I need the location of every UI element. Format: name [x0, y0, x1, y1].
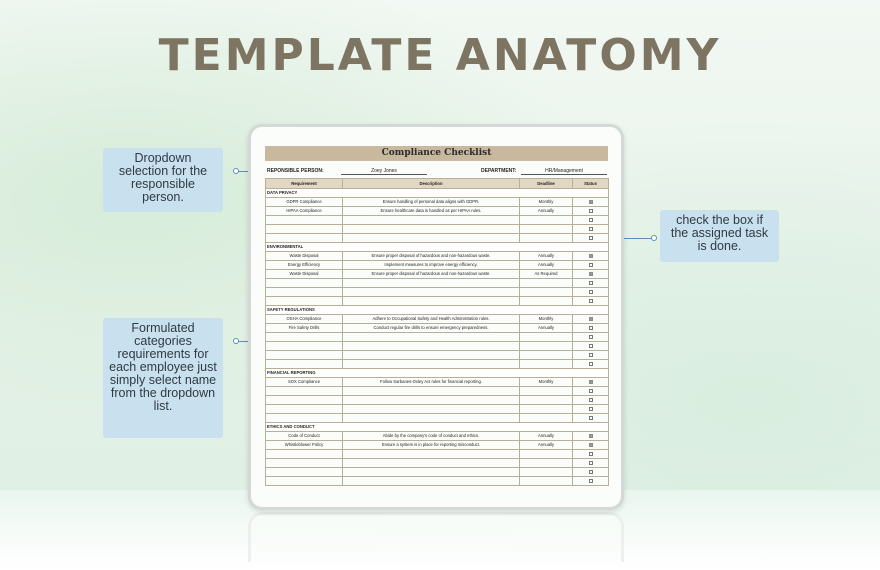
status-cell: [573, 207, 609, 216]
status-cell: [573, 351, 609, 360]
category-row: [266, 306, 609, 315]
deadline-cell[interactable]: [520, 468, 573, 477]
status-cell: [573, 324, 609, 333]
status-checkbox[interactable]: [589, 299, 593, 303]
status-cell: [573, 198, 609, 207]
requirement-cell[interactable]: [266, 468, 343, 477]
requirement-cell[interactable]: GDPR Compliance: [266, 198, 343, 207]
status-cell: [573, 315, 609, 324]
description-cell: [343, 450, 520, 459]
status-checkbox[interactable]: [589, 416, 593, 420]
table-row: [266, 450, 609, 459]
table-row: [266, 225, 609, 234]
description-cell: [343, 360, 520, 369]
table-row: [266, 405, 609, 414]
requirement-cell[interactable]: HIPAA Compliance: [266, 207, 343, 216]
table-row: [266, 288, 609, 297]
description-cell: Follow Sarbanes-Oxley Act rules for financial reporting.: [343, 378, 520, 387]
sheet-title: Compliance Checklist: [265, 146, 608, 161]
description-cell: [343, 225, 520, 234]
table-row: [266, 297, 609, 306]
category-label: SAFETY REGULATIONS: [266, 306, 609, 315]
category-row: [266, 423, 609, 432]
category-label: DATA PRIVACY: [266, 189, 609, 198]
deadline-cell[interactable]: Annually: [520, 261, 573, 270]
description-cell: Abide by the company's code of conduct and ethics.: [343, 432, 520, 441]
table-row: [266, 477, 609, 486]
deadline-cell[interactable]: Monthly: [520, 378, 573, 387]
status-cell: [573, 342, 609, 351]
status-cell: [573, 288, 609, 297]
deadline-cell[interactable]: [520, 351, 573, 360]
requirement-cell[interactable]: [266, 288, 343, 297]
requirement-cell[interactable]: OSHA Compliance: [266, 315, 343, 324]
requirement-cell[interactable]: Waste Disposal: [266, 270, 343, 279]
status-checkbox[interactable]: [589, 200, 593, 204]
table-row: [266, 270, 609, 279]
description-cell: Adhere to Occupational Safety and Health Administration rules.: [343, 315, 520, 324]
status-checkbox[interactable]: [589, 209, 593, 213]
department-label: DEPARTMENT:: [481, 168, 517, 174]
requirement-cell[interactable]: [266, 360, 343, 369]
requirement-cell[interactable]: Code of Conduct: [266, 432, 343, 441]
status-cell: [573, 378, 609, 387]
status-checkbox[interactable]: [589, 236, 593, 240]
description-cell: [343, 279, 520, 288]
description-cell: [343, 477, 520, 486]
deadline-cell[interactable]: [520, 225, 573, 234]
deadline-cell[interactable]: [520, 450, 573, 459]
table-row: [266, 216, 609, 225]
requirement-cell[interactable]: [266, 414, 343, 423]
description-cell: Implement measures to improve energy efficiency.: [343, 261, 520, 270]
status-cell: [573, 261, 609, 270]
requirement-cell[interactable]: [266, 450, 343, 459]
table-row: [266, 198, 609, 207]
status-checkbox[interactable]: [589, 389, 593, 393]
deadline-cell[interactable]: [520, 234, 573, 243]
requirement-cell[interactable]: [266, 477, 343, 486]
status-checkbox[interactable]: [589, 452, 593, 456]
table-row: [266, 252, 609, 261]
connector-dot: [651, 235, 657, 241]
requirement-cell[interactable]: Whistleblower Policy: [266, 441, 343, 450]
category-row: [266, 189, 609, 198]
category-label: ENVIRONMENTAL: [266, 243, 609, 252]
status-checkbox[interactable]: [589, 335, 593, 339]
header-description: Description: [343, 179, 520, 189]
status-cell: [573, 360, 609, 369]
deadline-cell[interactable]: [520, 459, 573, 468]
deadline-cell[interactable]: [520, 333, 573, 342]
requirement-cell[interactable]: [266, 216, 343, 225]
description-cell: [343, 468, 520, 477]
requirement-cell[interactable]: Energy Efficiency: [266, 261, 343, 270]
category-label: ETHICS AND CONDUCT: [266, 423, 609, 432]
table-row: [266, 459, 609, 468]
sheet-meta: [265, 161, 608, 178]
description-cell: [343, 414, 520, 423]
requirement-cell[interactable]: Fire Safety Drills: [266, 324, 343, 333]
table-row: [266, 279, 609, 288]
table-row: [266, 324, 609, 333]
status-checkbox[interactable]: [589, 479, 593, 483]
deadline-cell[interactable]: [520, 414, 573, 423]
deadline-cell[interactable]: Monthly: [520, 198, 573, 207]
description-cell: [343, 342, 520, 351]
description-cell: Conduct regular fire drills to ensure emergency preparedness.: [343, 324, 520, 333]
table-row: [266, 351, 609, 360]
deadline-cell[interactable]: Annually: [520, 324, 573, 333]
header-deadline: Deadline: [520, 179, 573, 189]
table-row: [266, 441, 609, 450]
status-cell: [573, 270, 609, 279]
table-row: [266, 261, 609, 270]
status-cell: [573, 252, 609, 261]
description-cell: Ensure handling of personal data aligns with GDPR.: [343, 198, 520, 207]
description-cell: [343, 216, 520, 225]
requirement-cell[interactable]: [266, 225, 343, 234]
description-cell: Ensure healthcare data is handled as per HIPAA rules.: [343, 207, 520, 216]
requirement-cell[interactable]: [266, 351, 343, 360]
table-row: [266, 396, 609, 405]
status-checkbox[interactable]: [589, 362, 593, 366]
status-cell: [573, 432, 609, 441]
department-value[interactable]: HR/Management: [521, 168, 607, 175]
status-cell: [573, 234, 609, 243]
requirement-cell[interactable]: [266, 459, 343, 468]
status-cell: [573, 468, 609, 477]
deadline-cell[interactable]: [520, 216, 573, 225]
callout-text: Formulated categories requirements for each employee just simply select name from the dropdown list.: [109, 321, 217, 413]
deadline-cell[interactable]: [520, 279, 573, 288]
table-row: [266, 333, 609, 342]
status-checkbox[interactable]: [589, 218, 593, 222]
header-status: Status: [573, 179, 609, 189]
description-cell: [343, 333, 520, 342]
requirement-cell[interactable]: Waste Disposal: [266, 252, 343, 261]
deadline-cell[interactable]: [520, 396, 573, 405]
deadline-cell[interactable]: Annually: [520, 441, 573, 450]
description-cell: Ensure a system is in place for reporting misconduct.: [343, 441, 520, 450]
deadline-cell[interactable]: [520, 288, 573, 297]
deadline-cell[interactable]: Annually: [520, 432, 573, 441]
table-row: [266, 378, 609, 387]
description-cell: Ensure proper disposal of hazardous and non-hazardous waste.: [343, 270, 520, 279]
status-checkbox[interactable]: [589, 272, 593, 276]
category-label: FINANCIAL REPORTING: [266, 369, 609, 378]
device-reflection: [248, 512, 624, 562]
callout-categories: [103, 318, 223, 438]
page-title: TEMPLATE ANATOMY: [158, 30, 722, 81]
status-cell: [573, 477, 609, 486]
status-cell: [573, 225, 609, 234]
status-checkbox[interactable]: [589, 290, 593, 294]
status-checkbox[interactable]: [589, 434, 593, 438]
callout-text: check the box if the assigned task is done.: [670, 213, 769, 253]
deadline-cell[interactable]: [520, 342, 573, 351]
status-cell: [573, 333, 609, 342]
deadline-cell[interactable]: As Required: [520, 270, 573, 279]
description-cell: [343, 351, 520, 360]
callout-checkbox: [660, 210, 779, 262]
deadline-cell[interactable]: Annually: [520, 207, 573, 216]
status-checkbox[interactable]: [589, 263, 593, 267]
status-checkbox[interactable]: [589, 227, 593, 231]
status-checkbox[interactable]: [589, 398, 593, 402]
table-row: [266, 207, 609, 216]
table-row: [266, 432, 609, 441]
status-checkbox[interactable]: [589, 380, 593, 384]
responsible-label: REPONSIBLE PERSON:: [267, 168, 324, 174]
description-cell: [343, 297, 520, 306]
table-header-row: [266, 179, 609, 189]
status-checkbox[interactable]: [589, 407, 593, 411]
requirement-cell[interactable]: [266, 234, 343, 243]
status-checkbox[interactable]: [589, 461, 593, 465]
status-cell: [573, 387, 609, 396]
status-cell: [573, 396, 609, 405]
responsible-person-select[interactable]: Zoey Jones: [341, 168, 427, 175]
header-requirement: Requirement: [266, 179, 343, 189]
description-cell: [343, 396, 520, 405]
requirement-cell[interactable]: [266, 342, 343, 351]
checklist-table: [265, 178, 609, 486]
description-cell: [343, 405, 520, 414]
requirement-cell[interactable]: [266, 387, 343, 396]
table-row: [266, 234, 609, 243]
category-row: [266, 243, 609, 252]
callout-text: Dropdown selection for the responsible person.: [118, 151, 208, 204]
requirement-cell[interactable]: [266, 279, 343, 288]
status-checkbox[interactable]: [589, 443, 593, 447]
status-checkbox[interactable]: [589, 281, 593, 285]
description-cell: [343, 234, 520, 243]
status-cell: [573, 459, 609, 468]
status-cell: [573, 297, 609, 306]
deadline-cell[interactable]: [520, 477, 573, 486]
status-cell: [573, 279, 609, 288]
description-cell: [343, 459, 520, 468]
status-cell: [573, 441, 609, 450]
requirement-cell[interactable]: [266, 333, 343, 342]
table-row: [266, 315, 609, 324]
status-checkbox[interactable]: [589, 470, 593, 474]
table-row: [266, 468, 609, 477]
category-row: [266, 369, 609, 378]
status-cell: [573, 216, 609, 225]
status-cell: [573, 405, 609, 414]
deadline-cell[interactable]: Annually: [520, 252, 573, 261]
status-checkbox[interactable]: [589, 344, 593, 348]
table-row: [266, 414, 609, 423]
table-row: [266, 387, 609, 396]
status-cell: [573, 450, 609, 459]
deadline-cell[interactable]: [520, 387, 573, 396]
description-cell: Ensure proper disposal of hazardous and non-hazardous waste.: [343, 252, 520, 261]
status-checkbox[interactable]: [589, 317, 593, 321]
checklist-sheet: [265, 146, 608, 486]
requirement-cell[interactable]: [266, 396, 343, 405]
requirement-cell[interactable]: SOX Compliance: [266, 378, 343, 387]
status-cell: [573, 414, 609, 423]
deadline-cell[interactable]: [520, 360, 573, 369]
status-checkbox[interactable]: [589, 326, 593, 330]
status-checkbox[interactable]: [589, 353, 593, 357]
description-cell: [343, 387, 520, 396]
table-row: [266, 342, 609, 351]
deadline-cell[interactable]: [520, 297, 573, 306]
callout-responsible-person: [103, 148, 223, 212]
tablet-frame: [248, 124, 624, 510]
table-row: [266, 360, 609, 369]
deadline-cell[interactable]: Monthly: [520, 315, 573, 324]
requirement-cell[interactable]: [266, 405, 343, 414]
requirement-cell[interactable]: [266, 297, 343, 306]
description-cell: [343, 288, 520, 297]
deadline-cell[interactable]: [520, 405, 573, 414]
status-checkbox[interactable]: [589, 254, 593, 258]
